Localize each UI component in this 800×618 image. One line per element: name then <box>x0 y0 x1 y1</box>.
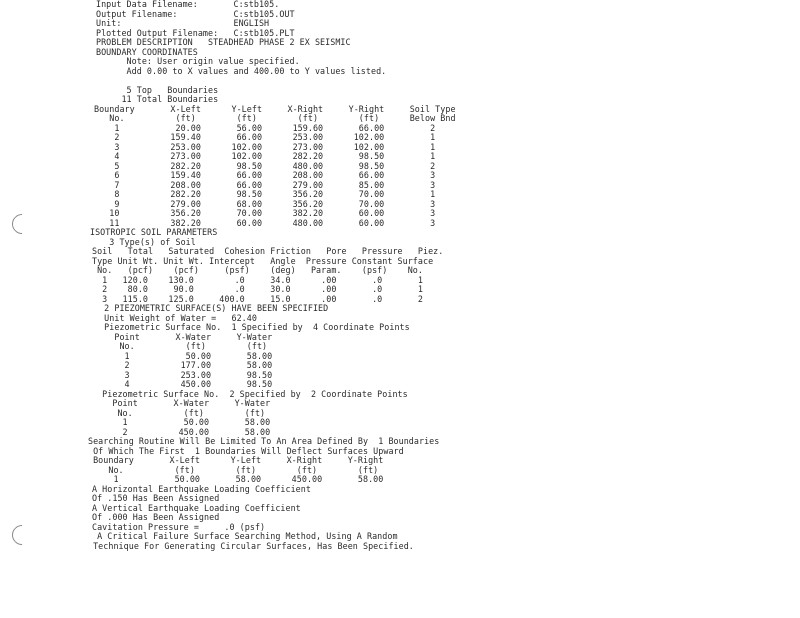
text-line: 3 115.0 125.0 400.0 15.0 .00 .0 2 <box>92 294 423 304</box>
text-line: 3 253.00 98.50 <box>94 370 273 380</box>
text-line: 6 159.40 66.00 208.00 66.00 3 <box>94 170 436 180</box>
text-line: No. (ft) (ft) (ft) (ft) <box>88 465 379 475</box>
text-line: 5 282.20 98.50 480.00 98.50 2 <box>94 161 436 171</box>
text-line: 8 282.20 98.50 356.20 70.00 1 <box>94 189 436 199</box>
text-line: Add 0.00 to X values and 400.00 to Y values listed. <box>96 66 387 76</box>
text-line: 1 120.0 130.0 .0 34.0 .00 .0 1 <box>92 275 423 285</box>
text-line: Boundary X-Left Y-Left X-Right Y-Right <box>88 455 384 465</box>
text-line: 5 Top Boundaries <box>96 85 219 95</box>
text-line: Boundary X-Left Y-Left X-Right Y-Right Soil Type <box>94 104 456 114</box>
text-line: Unit: ENGLISH <box>96 18 270 28</box>
text-line: 1 50.00 58.00 450.00 58.00 <box>88 474 384 484</box>
text-line: No. (ft) (ft) <box>94 341 268 351</box>
punch-hole-top <box>8 210 36 238</box>
text-line: BOUNDARY COORDINATES <box>96 47 198 57</box>
text-line: 11 Total Boundaries <box>96 94 219 104</box>
text-line: 2 80.0 90.0 .0 30.0 .00 .0 1 <box>92 284 423 294</box>
text-line: A Vertical Earthquake Loading Coefficient <box>92 503 301 513</box>
text-line: No. (ft) (ft) <box>92 408 266 418</box>
text-line: Soil Total Saturated Cohesion Friction Pore Pressure Piez. <box>92 246 444 256</box>
text-line: Point X-Water Y-Water <box>92 398 271 408</box>
text-line: Type Unit Wt. Unit Wt. Intercept Angle Pressure Constant Surface <box>92 256 434 266</box>
text-line: Piezometric Surface No. 1 Specified by 4 Coordinate Points <box>94 322 410 332</box>
text-line: 4 450.00 98.50 <box>94 379 273 389</box>
text-line: Output Filename: C:stb105.OUT <box>96 9 295 19</box>
text-line: 3 Type(s) of Soil <box>94 237 196 247</box>
text-line: Point X-Water Y-Water <box>94 332 273 342</box>
text-line: 1 50.00 58.00 <box>94 351 273 361</box>
text-line: No. (ft) (ft) (ft) (ft) Below Bnd <box>94 113 456 123</box>
text-line: A Critical Failure Surface Searching Method, Using A Random <box>92 531 398 541</box>
text-line: Input Data Filename: C:stb105. <box>96 0 280 9</box>
text-line: 4 273.00 102.00 282.20 98.50 1 <box>94 151 436 161</box>
text-line: Plotted Output Filename: C:stb105.PLT <box>96 28 295 38</box>
text-line: 3 253.00 102.00 273.00 102.00 1 <box>94 142 436 152</box>
text-line: 10 356.20 70.00 382.20 60.00 3 <box>94 208 436 218</box>
text-line: 2 PIEZOMETRIC SURFACE(S) HAVE BEEN SPECIFIED <box>94 303 329 313</box>
text-line: 2 450.00 58.00 <box>92 427 271 437</box>
text-line: 2 177.00 58.00 <box>94 360 273 370</box>
text-line: 7 208.00 66.00 279.00 85.00 3 <box>94 180 436 190</box>
text-line: Searching Routine Will Be Limited To An Area Defined By 1 Boundaries <box>88 436 440 446</box>
text-line: A Horizontal Earthquake Loading Coefficient <box>92 484 311 494</box>
text-line: ISOTROPIC SOIL PARAMETERS <box>90 227 218 237</box>
text-line: 2 159.40 66.00 253.00 102.00 1 <box>94 132 436 142</box>
text-line: 1 20.00 56.00 159.60 66.00 2 <box>94 123 436 133</box>
text-line: Unit Weight of Water = 62.40 <box>94 313 257 323</box>
text-line: Piezometric Surface No. 2 Specified by 2 Coordinate Points <box>92 389 408 399</box>
text-line: Of .000 Has Been Assigned <box>92 512 220 522</box>
text-line: Cavitation Pressure = .0 (psf) <box>92 522 266 532</box>
text-line: Of .150 Has Been Assigned <box>92 493 220 503</box>
text-line: 9 279.00 68.00 356.20 70.00 3 <box>94 199 436 209</box>
text-line: Technique For Generating Circular Surfaces, Has Been Specified. <box>88 541 414 551</box>
text-line: 11 382.20 60.00 480.00 60.00 3 <box>94 218 436 228</box>
text-line: PROBLEM DESCRIPTION STEADHEAD PHASE 2 EX SEISMIC <box>96 37 351 47</box>
text-line: Note: User origin value specified. <box>96 56 300 66</box>
text-line: No. (pcf) (pcf) (psf) (deg) Param. (psf) No. <box>92 265 423 275</box>
text-line: 1 50.00 58.00 <box>92 417 271 427</box>
text-line: Of Which The First 1 Boundaries Will Deflect Surfaces Upward <box>88 446 404 456</box>
punch-hole-bottom <box>8 521 36 549</box>
